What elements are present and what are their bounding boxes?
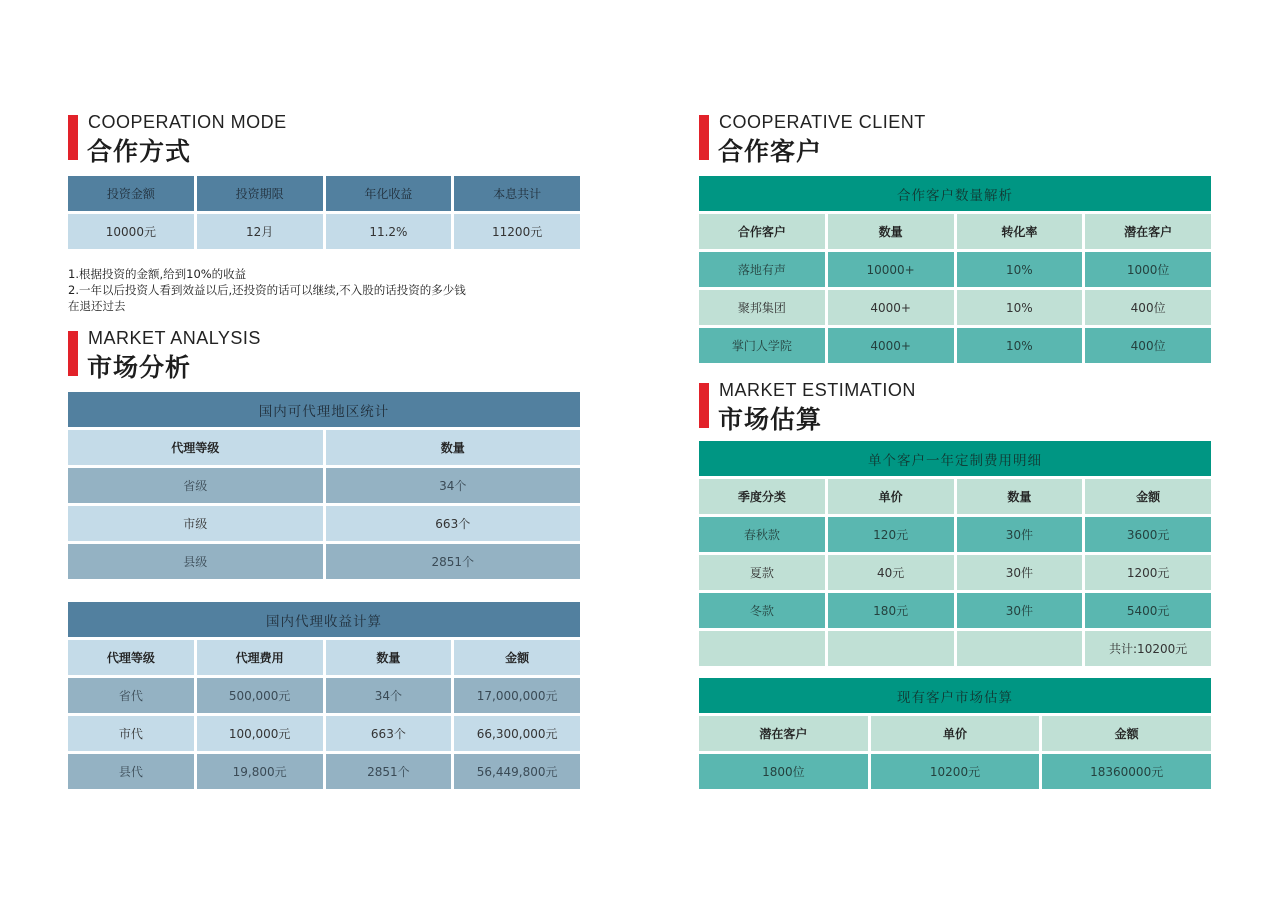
table-row xyxy=(699,754,1211,792)
section-cooperative-client xyxy=(699,112,999,166)
table-title-row xyxy=(68,392,580,430)
note-line: 2.一年以后投资人看到效益以后,还投资的话可以继续,不入股的话投资的多少钱 xyxy=(68,283,466,297)
header-cell: 单价 xyxy=(828,479,957,517)
header-cell: 数量 xyxy=(957,479,1086,517)
table-cell: 663个 xyxy=(326,506,581,544)
section-title-cn: 市场分析 xyxy=(87,353,192,382)
table-cell: 10% xyxy=(957,252,1086,290)
table-title-row xyxy=(699,678,1211,716)
table-row xyxy=(68,506,580,544)
table-cell: 冬款 xyxy=(699,593,828,631)
table-cell: 3600元 xyxy=(1085,517,1211,555)
header-cell: 金额 xyxy=(454,640,580,678)
table-row xyxy=(699,517,1211,555)
header-cell: 代理费用 xyxy=(197,640,326,678)
table-cell: 30件 xyxy=(957,517,1086,555)
table-row xyxy=(68,544,580,582)
table-cell: 34个 xyxy=(326,678,455,716)
table-cell xyxy=(828,631,957,669)
region-stats-table xyxy=(68,392,580,582)
table-row xyxy=(699,555,1211,593)
table-header-row xyxy=(68,430,580,468)
client-estimate-table xyxy=(699,678,1211,792)
table-cell: 5400元 xyxy=(1085,593,1211,631)
table-cell: 春秋款 xyxy=(699,517,828,555)
table-cell xyxy=(957,631,1086,669)
table-title-row xyxy=(699,441,1211,479)
table-cell: 12月 xyxy=(197,214,326,252)
table-row xyxy=(699,593,1211,631)
header-cell: 数量 xyxy=(326,640,455,678)
table-cell: 400位 xyxy=(1085,290,1211,328)
table-row xyxy=(68,678,580,716)
table-title: 合作客户数量解析 xyxy=(699,176,1211,214)
table-cell: 10000+ xyxy=(828,252,957,290)
table-cell: 市代 xyxy=(68,716,197,754)
header-cell: 代理等级 xyxy=(68,430,326,468)
client-analysis-table xyxy=(699,176,1211,366)
table-cell: 18360000元 xyxy=(1042,754,1211,792)
table-header-row xyxy=(68,176,580,214)
table-header-row xyxy=(68,640,580,678)
agent-income-table xyxy=(68,602,580,792)
section-market-estimation xyxy=(699,380,999,434)
table-cell: 11200元 xyxy=(454,214,580,252)
accent-bar xyxy=(68,331,78,376)
header-cell: 投资金额 xyxy=(68,176,197,214)
table-header-row xyxy=(699,716,1211,754)
table-cell: 10000元 xyxy=(68,214,197,252)
section-title-cn: 合作方式 xyxy=(87,137,192,166)
table-cell: 10% xyxy=(957,290,1086,328)
cooperation-mode-table xyxy=(68,176,580,252)
table-cell: 40元 xyxy=(828,555,957,593)
table-row xyxy=(699,252,1211,290)
table-cell: 10200元 xyxy=(871,754,1043,792)
section-title-en: MARKET ANALYSIS xyxy=(88,328,261,348)
header-cell: 合作客户 xyxy=(699,214,828,252)
table-title: 国内代理收益计算 xyxy=(68,602,580,640)
table-header-row xyxy=(699,214,1211,252)
table-cell: 市级 xyxy=(68,506,326,544)
cooperation-notes xyxy=(68,266,466,314)
table-cell: 180元 xyxy=(828,593,957,631)
table-cell: 11.2% xyxy=(326,214,455,252)
note-line: 1.根据投资的金额,给到10%的收益 xyxy=(68,267,247,281)
table-cell: 120元 xyxy=(828,517,957,555)
table-cell: 县级 xyxy=(68,544,326,582)
table-cell: 4000+ xyxy=(828,328,957,366)
header-cell: 投资期限 xyxy=(197,176,326,214)
table-title-row xyxy=(68,602,580,640)
table-cell: 4000+ xyxy=(828,290,957,328)
table-row xyxy=(699,290,1211,328)
table-title-row xyxy=(699,176,1211,214)
section-cooperation-mode xyxy=(68,112,368,166)
section-market-analysis xyxy=(68,328,368,382)
total-cell: 共计:10200元 xyxy=(1085,631,1211,669)
table-cell xyxy=(699,631,828,669)
section-title-en: COOPERATIVE CLIENT xyxy=(719,112,926,132)
header-cell: 转化率 xyxy=(957,214,1086,252)
accent-bar xyxy=(699,115,709,160)
table-cell: 省代 xyxy=(68,678,197,716)
table-cell: 10% xyxy=(957,328,1086,366)
header-cell: 数量 xyxy=(326,430,581,468)
table-cell: 省级 xyxy=(68,468,326,506)
accent-bar xyxy=(68,115,78,160)
table-cell: 30件 xyxy=(957,555,1086,593)
table-cell: 2851个 xyxy=(326,544,581,582)
table-row xyxy=(699,328,1211,366)
table-title: 国内可代理地区统计 xyxy=(68,392,580,430)
note-line: 在退还过去 xyxy=(68,299,126,313)
table-row xyxy=(68,716,580,754)
header-cell: 潜在客户 xyxy=(699,716,871,754)
table-cell: 县代 xyxy=(68,754,197,792)
table-cell: 30件 xyxy=(957,593,1086,631)
header-cell: 数量 xyxy=(828,214,957,252)
header-cell: 年化收益 xyxy=(326,176,455,214)
header-cell: 本息共计 xyxy=(454,176,580,214)
header-cell: 金额 xyxy=(1042,716,1211,754)
accent-bar xyxy=(699,383,709,428)
table-cell: 掌门人学院 xyxy=(699,328,828,366)
table-cell: 落地有声 xyxy=(699,252,828,290)
section-title-cn: 市场估算 xyxy=(718,405,823,434)
header-cell: 季度分类 xyxy=(699,479,828,517)
table-cell: 56,449,800元 xyxy=(454,754,580,792)
table-cell: 1000位 xyxy=(1085,252,1211,290)
table-cell: 17,000,000元 xyxy=(454,678,580,716)
section-title-en: COOPERATION MODE xyxy=(88,112,287,132)
table-row xyxy=(68,468,580,506)
table-cell: 663个 xyxy=(326,716,455,754)
table-title: 现有客户市场估算 xyxy=(699,678,1211,716)
annual-cost-table xyxy=(699,441,1211,669)
table-cell: 66,300,000元 xyxy=(454,716,580,754)
header-cell: 单价 xyxy=(871,716,1043,754)
header-cell: 金额 xyxy=(1085,479,1211,517)
section-title-en: MARKET ESTIMATION xyxy=(719,380,916,400)
table-cell: 夏款 xyxy=(699,555,828,593)
table-cell: 500,000元 xyxy=(197,678,326,716)
table-cell: 400位 xyxy=(1085,328,1211,366)
table-cell: 19,800元 xyxy=(197,754,326,792)
header-cell: 代理等级 xyxy=(68,640,197,678)
table-header-row xyxy=(699,479,1211,517)
table-row xyxy=(68,754,580,792)
table-cell: 100,000元 xyxy=(197,716,326,754)
section-title-cn: 合作客户 xyxy=(718,137,823,166)
table-total-row xyxy=(699,631,1211,669)
table-cell: 1200元 xyxy=(1085,555,1211,593)
table-cell: 2851个 xyxy=(326,754,455,792)
table-cell: 聚邦集团 xyxy=(699,290,828,328)
table-cell: 1800位 xyxy=(699,754,871,792)
table-row xyxy=(68,214,580,252)
table-cell: 34个 xyxy=(326,468,581,506)
table-title: 单个客户一年定制费用明细 xyxy=(699,441,1211,479)
header-cell: 潜在客户 xyxy=(1085,214,1211,252)
